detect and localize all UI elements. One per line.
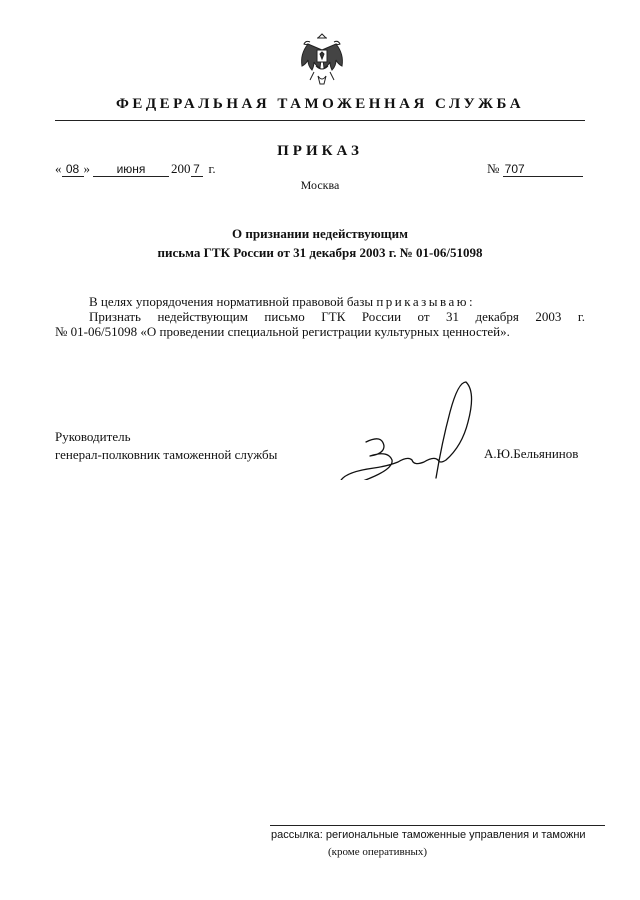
footer-divider: [270, 825, 605, 826]
order-preamble: [55, 294, 585, 309]
agency-name: ФЕДЕРАЛЬНАЯ ТАМОЖЕННАЯ СЛУЖБА: [115, 96, 525, 112]
double-headed-eagle-emblem-icon: [298, 32, 346, 88]
order-number: [487, 161, 583, 177]
signatory-position-line-2: генерал-полковник таможенной службы: [55, 447, 278, 462]
distribution-note: (кроме оперативных): [328, 846, 428, 858]
issue-city: Москва: [300, 178, 340, 192]
header-divider: [55, 120, 585, 121]
order-subject-line-2: письма ГТК России от 31 декабря 2003 г. № 01-06/51098: [157, 245, 483, 260]
order-item-line-2: № 01-06/51098 «О проведении специальной регистрации культурных ценностей».: [55, 324, 510, 339]
date-year-abbr: г.: [208, 161, 216, 176]
signatory-position-line-1: Руководитель: [55, 429, 131, 444]
date-year-suffix: 7: [191, 163, 203, 177]
distribution-list: рассылка: региональные таможенные управления и таможни: [271, 829, 586, 841]
document-type-title: ПРИКАЗ: [277, 143, 363, 159]
preamble-keyword: приказываю:: [376, 294, 476, 309]
number-value: 707: [503, 163, 583, 177]
date-year-prefix: 200: [171, 161, 191, 176]
date-day: 08: [62, 163, 84, 177]
handwritten-signature: [320, 380, 505, 480]
preamble-text: В целях упорядочения нормативной правовой базы: [89, 294, 374, 309]
order-subject: [0, 224, 640, 262]
order-subject-line-1: О признании недействующим: [232, 226, 408, 241]
date-open-quote: «: [55, 161, 62, 176]
order-item-line-1: Признать недействующим письмо ГТК России от 31 декабря 2003 г.: [89, 309, 585, 324]
date-close-quote: »: [83, 161, 90, 176]
signatory-name: А.Ю.Бельянинов: [484, 446, 579, 461]
date-month: июня: [93, 163, 169, 177]
signatory-position: [55, 428, 277, 464]
number-label: №: [487, 161, 500, 176]
order-date: [55, 161, 216, 177]
order-body: [55, 294, 585, 339]
